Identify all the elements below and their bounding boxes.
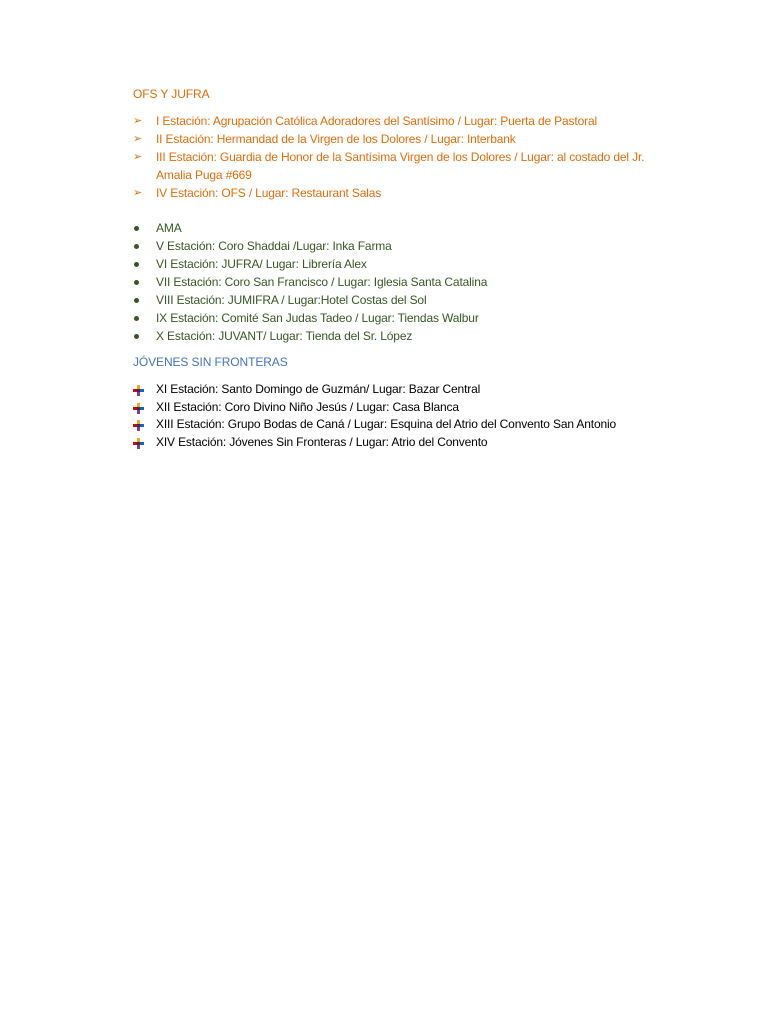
list-item-text: X Estación: JUVANT/ Lugar: Tienda del Sr. López — [156, 329, 413, 343]
list-item — [133, 434, 673, 452]
section-heading-jovenes-sin-fronteras: JÓVENES SIN FRONTERAS — [133, 355, 288, 369]
list-item-text: AMA — [156, 221, 182, 235]
list-item — [133, 148, 673, 184]
dot-bullet-icon — [133, 309, 147, 327]
arrowhead-bullet-icon: ➢ — [133, 151, 143, 163]
list-item-text: IX Estación: Comité San Judas Tadeo / Lugar: Tiendas Walbur — [156, 311, 479, 325]
dot-bullet-icon — [133, 219, 147, 237]
list-item — [133, 291, 673, 309]
stations-list-ofs-jufra — [133, 112, 673, 202]
list-item-text: VIII Estación: JUMIFRA / Lugar:Hotel Costas del Sol — [156, 293, 427, 307]
dot-bullet-icon — [133, 273, 147, 291]
list-item-text: I Estación: Agrupación Católica Adoradores del Santísimo / Lugar: Puerta de Pastoral — [156, 114, 597, 128]
list-item — [133, 112, 673, 130]
document-page — [133, 86, 673, 451]
list-item-text: VI Estación: JUFRA/ Lugar: Librería Alex — [156, 257, 367, 271]
four-color-cross-bullet-icon — [133, 416, 147, 434]
four-color-cross-bullet-icon — [133, 381, 147, 399]
section-heading-ofs-jufra: OFS Y JUFRA — [133, 87, 210, 101]
list-item — [133, 381, 673, 399]
list-item — [133, 273, 673, 291]
dot-bullet-icon — [133, 291, 147, 309]
list-item-text: XIV Estación: Jóvenes Sin Fronteras / Lugar: Atrio del Convento — [156, 434, 488, 449]
stations-list-ama — [133, 219, 673, 345]
list-item-text: II Estación: Hermandad de la Virgen de los Dolores / Lugar: Interbank — [156, 132, 516, 146]
arrowhead-bullet-icon: ➢ — [133, 187, 143, 199]
arrowhead-bullet-icon: ➢ — [133, 115, 143, 127]
four-color-cross-bullet-icon — [133, 434, 147, 452]
list-item-text: IV Estación: OFS / Lugar: Restaurant Salas — [156, 186, 382, 200]
list-item-text: XII Estación: Coro Divino Niño Jesús / Lugar: Casa Blanca — [156, 399, 459, 414]
list-item — [133, 219, 673, 237]
list-item — [133, 416, 673, 434]
list-item — [133, 399, 673, 417]
dot-bullet-icon — [133, 327, 147, 345]
list-item — [133, 237, 673, 255]
list-item-text: V Estación: Coro Shaddai /Lugar: Inka Farma — [156, 239, 392, 253]
list-item-text: VII Estación: Coro San Francisco / Lugar: Iglesia Santa Catalina — [156, 275, 488, 289]
list-item-text: III Estación: Guardia de Honor de la Santísima Virgen de los Dolores / Lugar: al costado del Jr. Amalia Puga #669 — [156, 150, 645, 182]
list-item — [133, 309, 673, 327]
dot-bullet-icon — [133, 237, 147, 255]
list-item — [133, 255, 673, 273]
list-item — [133, 184, 673, 202]
arrowhead-bullet-icon: ➢ — [133, 133, 143, 145]
four-color-cross-bullet-icon — [133, 399, 147, 417]
list-item-text: XI Estación: Santo Domingo de Guzmán/ Lugar: Bazar Central — [156, 382, 481, 396]
list-item — [133, 327, 673, 345]
stations-list-jovenes-sin-fronteras — [133, 381, 673, 451]
list-item-text: XIII Estación: Grupo Bodas de Caná / Lugar: Esquina del Atrio del Convento San Antonio — [156, 417, 617, 431]
dot-bullet-icon — [133, 255, 147, 273]
list-item — [133, 130, 673, 148]
